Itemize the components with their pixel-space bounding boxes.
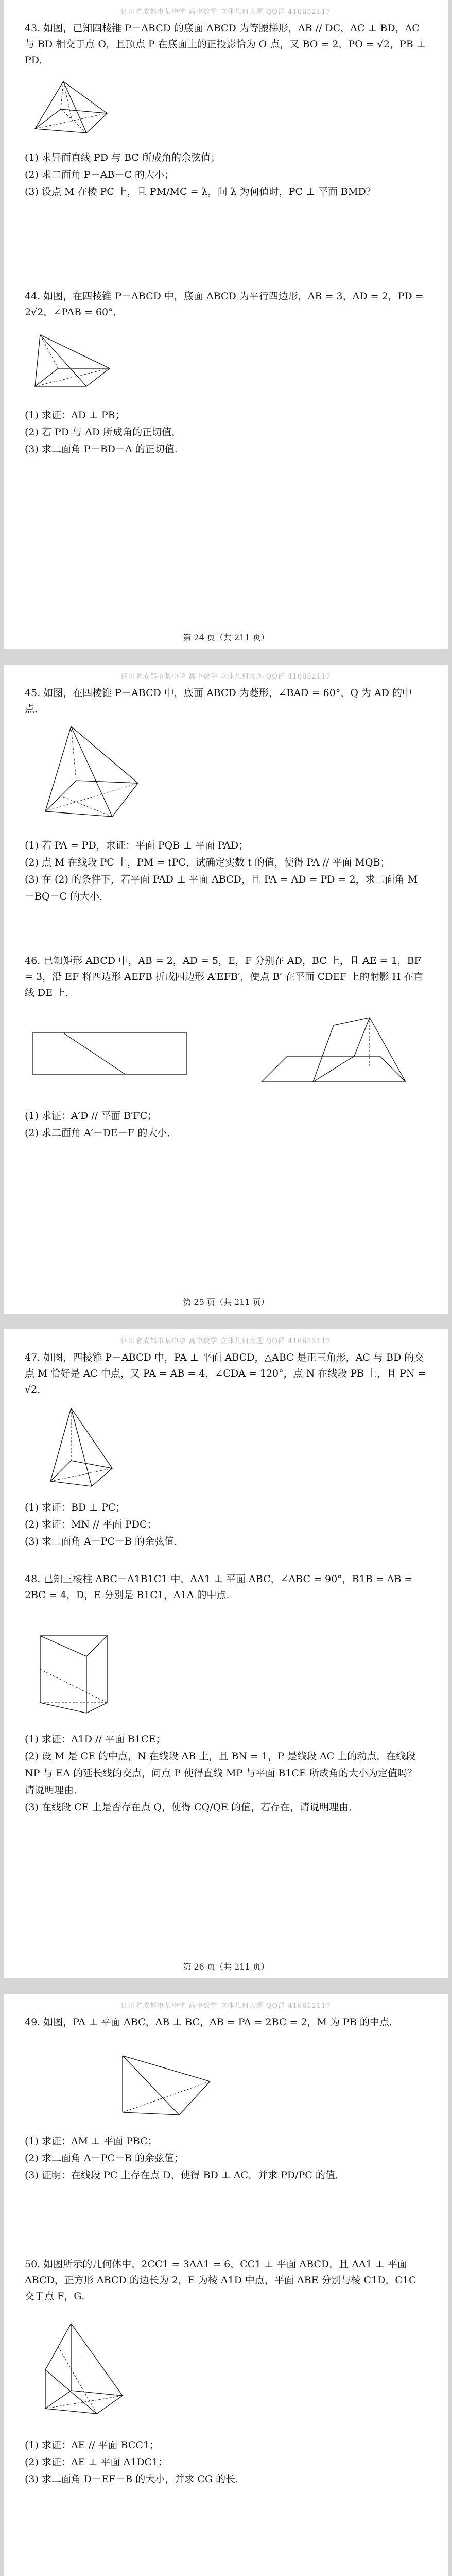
problem-47 bbox=[25, 1350, 426, 1398]
problem-45-parts bbox=[25, 837, 426, 905]
problem-46 bbox=[25, 953, 426, 1001]
figure-48-prism bbox=[30, 1615, 133, 1718]
figure-43-pyramid bbox=[25, 77, 117, 139]
page-2 bbox=[4, 665, 448, 1314]
figure-44-pyramid bbox=[25, 330, 123, 397]
problem-text: 49. 如图，PA ⊥ 平面 ABC，AB ⊥ BC，AB = PA = 2BC = 2，M 为 PB 的中点． bbox=[25, 2016, 399, 2028]
problem-48 bbox=[25, 1571, 426, 1603]
sub-question: (3) 求二面角 A－PC－B 的余弦值． bbox=[25, 1536, 184, 1547]
sub-question: (1) 求异面直线 PD 与 BC 所成角的余弦值； bbox=[25, 152, 220, 163]
sub-question: (1) 若 PA = PD，求证：平面 PQB ⊥ 平面 PAD； bbox=[25, 840, 249, 851]
problem-49 bbox=[25, 2014, 426, 2030]
sub-question: (3) 在 (2) 的条件下，若平面 PAD ⊥ 平面 ABCD，且 PA = AD = PD = 2，求二面角 M－BQ－C 的大小． bbox=[25, 874, 418, 902]
page-4 bbox=[4, 1994, 448, 2576]
sub-question: (3) 设点 M 在棱 PC 上，且 PM/MC = λ，问 λ 为何值时，PC ⊥ 平面 BMD？ bbox=[25, 186, 376, 197]
sub-question: (2) 求证：MN // 平面 PDC； bbox=[25, 1519, 157, 1530]
sub-question: (3) 证明：在线段 PC 上存在点 D，使得 BD ⊥ AC，并求 PD/PC 的值． bbox=[25, 2170, 345, 2181]
problem-43 bbox=[25, 21, 426, 69]
problem-44 bbox=[25, 289, 426, 320]
page-footer: 第 26 页（共 211 页） bbox=[183, 1962, 269, 1972]
problem-43-parts bbox=[25, 149, 426, 200]
problem-50 bbox=[25, 2257, 426, 2304]
sub-question: (3) 在线段 CE 上是否存在点 Q，使得 CQ/QE 的值，若存在，请说明理由． bbox=[25, 1802, 359, 1813]
problem-text: 46. 已知矩形 ABCD 中，AB = 2，AD = 5，E，F 分别在 AD，BC 上，且 AE = 1，BF = 3，沿 EF 将四边形 AEFB 折成四边形 A′EFB′，使点 B′ 在平面 CDEF 上的射影 H 在直线 DE 上． bbox=[25, 955, 424, 998]
sub-question: (3) 求二面角 P－BD－A 的正切值． bbox=[25, 444, 184, 455]
problem-text: 45. 如图，在四棱锥 P－ABCD 中，底面 ABCD 为菱形，∠BAD = 60°，Q 为 AD 的中点． bbox=[25, 687, 412, 715]
page-footer: 第 24 页（共 211 页） bbox=[183, 633, 269, 642]
problem-49-parts bbox=[25, 2133, 426, 2184]
sub-question: (2) 设 M 是 CE 的中点，N 在线段 AB 上，且 BN = 1，P 是线段 AC 上的动点，在线段 NP 与 EA 的延长线的交点，问点 P 使得直线 MP 与平面 B1CE 所成角的大小为定值吗？请说明理由． bbox=[25, 1751, 417, 1796]
sub-question: (1) 求证：AM ⊥ 平面 PBC； bbox=[25, 2136, 158, 2147]
sub-question: (1) 求证：AE // 平面 BCC1； bbox=[25, 2439, 159, 2451]
problem-text: 50. 如图所示的几何体中，2CC1 = 3AA1 = 6，CC1 ⊥ 平面 ABCD，且 AA1 ⊥ 平面 ABCD，正方形 ABCD 的边长为 2，E 为棱 A1D 中点，平面 ABE 分别与棱 C1D，C1C 交于点 F，G． bbox=[25, 2259, 416, 2302]
page-header: 四川省成都市某中学 高中数学 立体几何大题 QQ群 416652117 bbox=[121, 673, 331, 681]
problem-50-parts bbox=[25, 2437, 426, 2488]
page-1 bbox=[4, 0, 448, 649]
sub-question: (2) 点 M 在线段 PC 上，PM = tPC，试确定实数 t 的值，使得 PA // 平面 MQB； bbox=[25, 857, 390, 868]
figure-46-rectangle bbox=[25, 1020, 195, 1082]
problem-text: 47. 如图，四棱锥 P－ABCD 中，PA ⊥ 平面 ABCD，△ABC 是正三角形，AC 与 BD 的交点 M 恰好是 AC 中点，又 PA = AB = 4，∠CDA = 120°，点 N 在线段 PB 上，且 PN = √2． bbox=[25, 1352, 426, 1395]
sub-question: (2) 若 PD 与 AD 所成角的正切值， bbox=[25, 427, 182, 438]
figure-46-folded bbox=[251, 1010, 416, 1092]
problem-text: 44. 如图，在四棱锥 P－ABCD 中，底面 ABCD 为平行四边形，AB = 3，AD = 2，PD = 2√2，∠PAB = 60°． bbox=[25, 291, 424, 318]
figure-45-pyramid bbox=[35, 721, 148, 824]
figure-50-solid bbox=[35, 2308, 138, 2421]
page-footer: 第 25 页（共 211 页） bbox=[183, 1297, 269, 1307]
sub-question: (1) 求证：A1D // 平面 B1CE； bbox=[25, 1734, 166, 1745]
page-3 bbox=[4, 1329, 448, 1978]
sub-question: (2) 求二面角 A－PC－B 的余弦值； bbox=[25, 2153, 184, 2164]
page-header: 四川省成都市某中学 高中数学 立体几何大题 QQ群 416652117 bbox=[121, 1337, 331, 1345]
page-header: 四川省成都市某中学 高中数学 立体几何大题 QQ群 416652117 bbox=[121, 2002, 331, 2010]
sub-question: (1) 求证：BD ⊥ PC； bbox=[25, 1502, 126, 1513]
problem-44-parts bbox=[25, 407, 426, 458]
figure-47-pyramid bbox=[35, 1404, 123, 1492]
sub-question: (2) 求二面角 A′－DE－F 的大小． bbox=[25, 1127, 177, 1139]
figure-49-tetrahedron bbox=[107, 2050, 220, 2123]
problem-text: 43. 如图，已知四棱锥 P－ABCD 的底面 ABCD 为等腰梯形，AB // DC，AC ⊥ BD，AC 与 BD 相交于点 O，且顶点 P 在底面上的正投影恰为 O 点，又 BO = 2，PO = √2，PB ⊥ PD． bbox=[25, 23, 426, 66]
page-header: 四川省成都市某中学 高中数学 立体几何大题 QQ群 416652117 bbox=[121, 8, 331, 16]
problem-text: 48. 已知三棱柱 ABC－A1B1C1 中，AA1 ⊥ 平面 ABC，∠ABC = 90°，B1B = AB = 2BC = 4，D，E 分别是 B1C1，A1A 的中点． bbox=[25, 1573, 413, 1601]
problem-47-parts bbox=[25, 1499, 426, 1550]
sub-question: (3) 求二面角 D－EF－B 的大小，并求 CG 的长． bbox=[25, 2473, 246, 2485]
problem-46-parts bbox=[25, 1108, 426, 1142]
problem-45 bbox=[25, 685, 426, 717]
sub-question: (2) 求二面角 P－AB－C 的大小； bbox=[25, 169, 175, 180]
problem-48-parts bbox=[25, 1731, 426, 1816]
sub-question: (1) 求证：AD ⊥ PB； bbox=[25, 410, 125, 421]
sub-question: (2) 求证：AE ⊥ 平面 A1DC1； bbox=[25, 2456, 168, 2468]
sub-question: (1) 求证：A′D // 平面 B′FC； bbox=[25, 1110, 158, 1122]
